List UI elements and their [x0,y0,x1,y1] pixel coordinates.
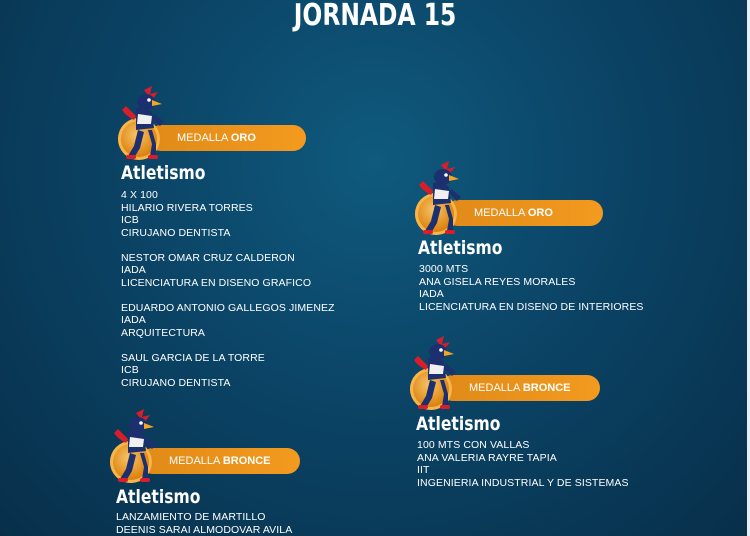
athlete-school: IIT [417,464,430,476]
athlete-school: ICB [121,214,139,226]
athlete-name: EDUARDO ANTONIO GALLEGOS JIMENEZ [121,301,335,314]
athlete-name: NESTOR OMAR CRUZ CALDERON [121,251,295,264]
medal-pill [445,200,603,226]
athlete-school: ICB [121,364,139,376]
medal-type: BRONCE [522,382,571,394]
athlete-school: IADA [121,264,146,276]
medal-word: MEDALLA [469,382,520,394]
result-details [417,439,629,489]
athlete-name: ANA GISELA REYES MORALES [419,275,576,288]
athlete-name: ANA VALERIA RAYRE TAPIA [417,451,557,464]
athlete-name: SAUL GARCIA DE LA TORRE [121,351,265,364]
page-title: JORNADA 15 [293,0,457,33]
mascot-rooster-runner-icon [114,86,170,162]
sport-name: Atletismo [418,237,503,259]
medal-type: ORO [230,132,256,144]
event-name: 3000 MTS [419,263,469,275]
athlete-career: CIRUJANO DENTISTA [121,226,231,239]
athlete-school: IADA [121,314,146,326]
medal-word: MEDALLA [474,207,525,219]
medal-word: MEDALLA [177,132,228,144]
result-details [121,189,335,389]
athlete-career: ARQUITECTURA [121,326,206,339]
medal-word: MEDALLA [169,455,220,467]
athlete-career: CIRUJANO DENTISTA [121,376,231,389]
sport-name: Atletismo [416,413,501,435]
medal-pill [148,125,306,151]
mascot-rooster-runner-icon [406,336,462,412]
result-details [419,263,644,313]
athlete-career: LICENCIATURA EN DISENO DE INTERIORES [419,300,644,313]
athlete-career: INGENIERIA INDUSTRIAL Y DE SISTEMAS [417,476,629,489]
athlete-school: IADA [419,288,444,300]
athlete-name: DEENIS SARAI ALMODOVAR AVILA [116,523,293,536]
athlete-name: HILARIO RIVERA TORRES [121,201,253,214]
result-details [116,511,292,536]
athlete-career: LICENCIATURA EN DISENO GRAFICO [121,276,312,289]
event-name: 100 MTS CON VALLAS [417,439,530,451]
mascot-rooster-runner-icon [106,409,162,485]
medal-type: BRONCE [222,455,271,467]
sport-name: Atletismo [121,162,206,184]
mascot-rooster-runner-icon [411,161,467,237]
medal-pill [440,375,600,401]
sport-name: Atletismo [116,486,201,508]
medal-pill [140,448,300,474]
event-name: 4 X 100 [121,189,158,201]
event-name: LANZAMIENTO DE MARTILLO [116,511,266,523]
medal-type: ORO [527,207,553,219]
